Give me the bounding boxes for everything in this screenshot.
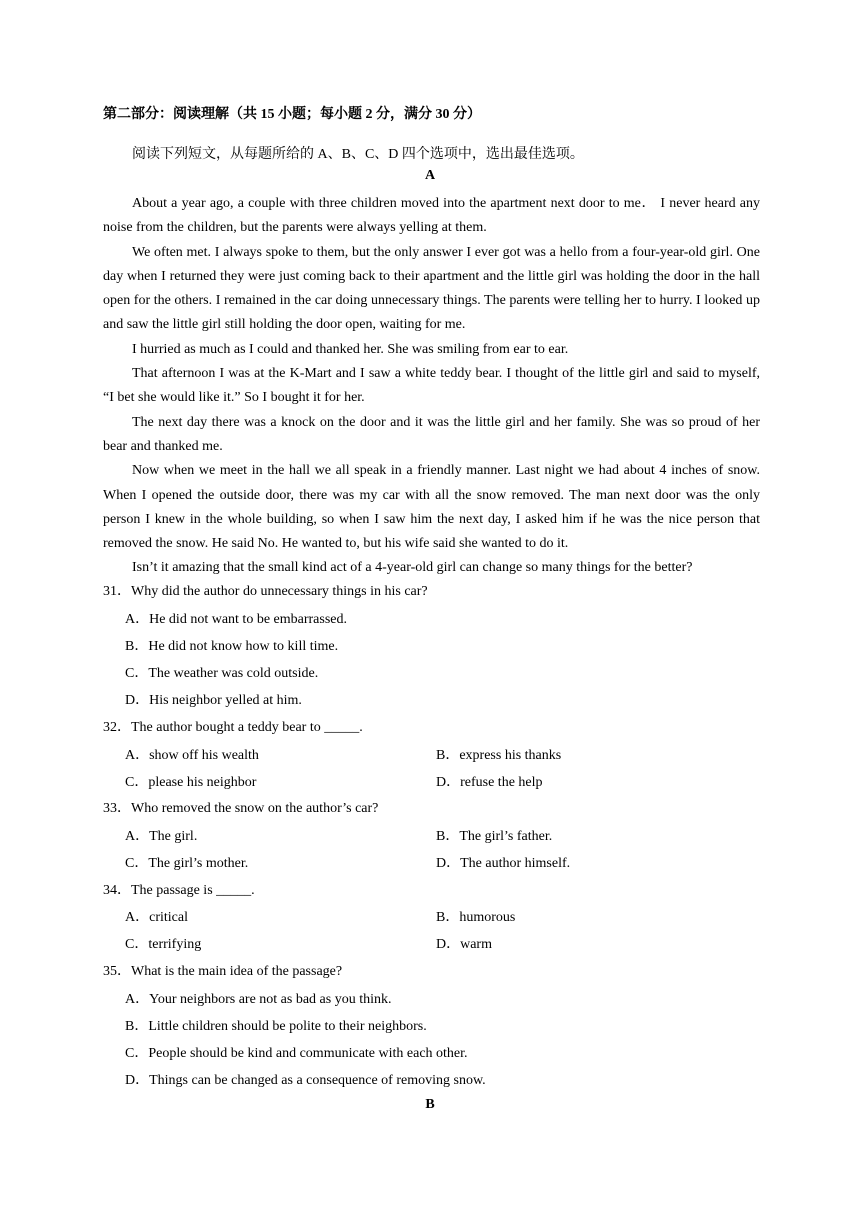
option-d[interactable]: D．warm <box>436 937 492 952</box>
option-d[interactable]: D．His neighbor yelled at him. <box>125 693 302 708</box>
option-c[interactable]: C．The girl’s mother. <box>125 856 249 871</box>
option-a[interactable]: A．The girl. <box>125 829 198 844</box>
option-d[interactable]: D．Things can be changed as a consequence of removing snow. <box>125 1073 486 1088</box>
question-number: 33． <box>103 801 131 816</box>
passage-paragraph: The next day there was a knock on the door and it was the little girl and her family. She was so proud of her bear and thanked me. <box>103 414 760 454</box>
question-stem <box>103 879 255 899</box>
question-stem <box>103 580 428 600</box>
option-a[interactable]: A．Your neighbors are not as bad as you think. <box>125 992 392 1007</box>
question-text: Why did the author do unnecessary things in his car? <box>131 584 428 599</box>
passage-paragraph: That afternoon I was at the K-Mart and I saw a white teddy bear. I thought of the little girl and said to myself, “I bet she would like it.” So I bought it for her. <box>103 366 760 406</box>
passage-paragraph: About a year ago, a couple with three children moved into the apartment next door to me． I never heard any noise from the children, but the parents were always yelling at them. <box>103 196 760 236</box>
section-title: 第二部分：阅读理解（共 15 小题；每小题 2 分，满分 30 分） <box>103 107 481 122</box>
option-b[interactable]: B．Little children should be polite to their neighbors. <box>125 1019 427 1034</box>
passage-b-label: B <box>425 1097 435 1112</box>
option-d[interactable]: D．The author himself. <box>436 856 571 871</box>
question-number: 32． <box>103 720 131 735</box>
option-c[interactable]: C．please his neighbor <box>125 775 257 790</box>
question-number: 31． <box>103 584 131 599</box>
question-stem <box>103 960 342 980</box>
question-text: The passage is _____. <box>131 883 255 898</box>
passage-a-label: A <box>424 168 436 183</box>
option-a[interactable]: A．critical <box>125 910 188 925</box>
option-c[interactable]: C．terrifying <box>125 937 202 952</box>
section-instruction: 阅读下列短文，从每题所给的 A、B、C、D 四个选项中，选出最佳选项。 <box>132 147 584 162</box>
option-b[interactable]: B．humorous <box>436 910 516 925</box>
option-a[interactable]: A．He did not want to be embarrassed. <box>125 612 347 627</box>
question-number: 34． <box>103 883 131 898</box>
passage-a <box>103 192 760 581</box>
option-c[interactable]: C．People should be kind and communicate with each other. <box>125 1046 468 1061</box>
question-stem <box>103 797 378 817</box>
option-b[interactable]: B．He did not know how to kill time. <box>125 639 339 654</box>
option-c[interactable]: C．The weather was cold outside. <box>125 666 319 681</box>
passage-paragraph: We often met. I always spoke to them, but the only answer I ever got was a hello from a four-year-old girl. One day when I returned they were just coming back to their apartment and the little girl was holding the door in the hall open for the others. I remained in the car doing unnecessary things. The parents were telling her to hurry. I looked up and saw the little girl still holding the door open, waiting for me. <box>103 244 760 333</box>
question-text: What is the main idea of the passage? <box>131 964 343 979</box>
question-text: Who removed the snow on the author’s car? <box>131 801 379 816</box>
passage-paragraph: Now when we meet in the hall we all speak in a friendly manner. Last night we had about 4 inches of snow. When I opened the outside door, there was my car with all the snow removed. The man next door was the only person I knew in the whole building, so when I saw him the next day, I asked him if he was the nice person that removed the snow. He said No. He wanted to, but his wife said she wanted to do it. <box>103 463 760 552</box>
option-b[interactable]: B．The girl’s father. <box>436 829 553 844</box>
option-a[interactable]: A．show off his wealth <box>125 748 259 763</box>
question-number: 35． <box>103 964 131 979</box>
question-stem <box>103 716 363 736</box>
option-b[interactable]: B．express his thanks <box>436 748 562 763</box>
passage-paragraph: Isn’t it amazing that the small kind act of a 4-year-old girl can change so many things for the better? <box>132 560 693 576</box>
option-d[interactable]: D．refuse the help <box>436 775 543 790</box>
question-text: The author bought a teddy bear to _____. <box>131 720 363 735</box>
passage-paragraph: I hurried as much as I could and thanked her. She was smiling from ear to ear. <box>132 341 569 357</box>
